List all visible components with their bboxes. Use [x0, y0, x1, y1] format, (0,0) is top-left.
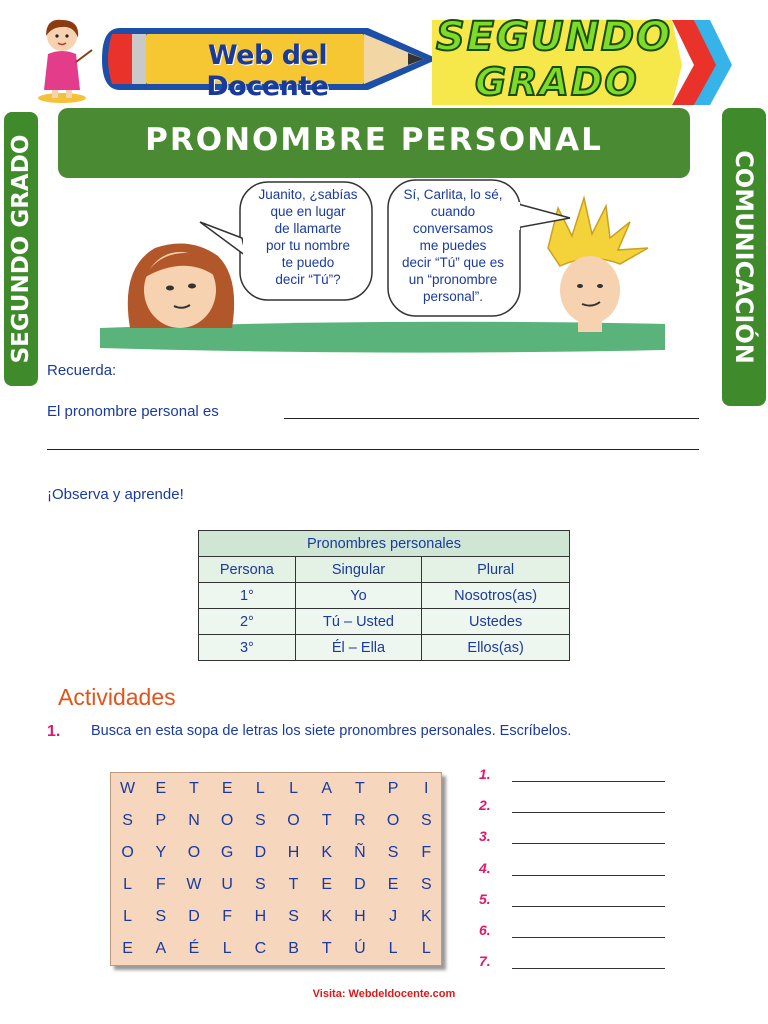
dialogue-illustration: [100, 178, 665, 358]
word-search-letter: T: [189, 780, 199, 797]
bubble-right-line: me puedes: [419, 238, 487, 253]
word-search-letter: P: [387, 780, 399, 797]
answer-row: [479, 766, 679, 788]
word-search-letter: S: [122, 812, 133, 829]
page-title: PRONOMBRE PERSONAL: [145, 122, 603, 158]
word-search-letter: E: [155, 780, 167, 797]
word-search-letter: E: [387, 876, 399, 893]
footer-visit: Visita: Webdeldocente.com: [312, 988, 456, 1000]
word-search-row: [111, 773, 443, 804]
word-search-letter: L: [123, 876, 133, 893]
answer-number: 6.: [479, 922, 491, 938]
word-search-letter: D: [188, 908, 200, 925]
word-search-letter: E: [321, 876, 333, 893]
answer-line[interactable]: [512, 781, 665, 782]
word-search-letter: Ñ: [354, 844, 366, 861]
word-search-row: [111, 837, 443, 868]
word-search-letter: L: [123, 908, 133, 925]
pronoun-table: [198, 530, 570, 661]
logo-text: Web del Docente: [206, 40, 329, 102]
word-search-letter: A: [321, 780, 333, 797]
word-search-letter: S: [420, 876, 432, 893]
word-search-letter: T: [321, 940, 332, 957]
word-search-letter: H: [254, 908, 267, 925]
word-search-letter: S: [155, 908, 167, 925]
bubble-right-line: cuando: [430, 204, 476, 219]
table-cell: Ustedes: [422, 609, 570, 635]
activity-number: 1.: [47, 723, 61, 740]
word-search-letter: T: [355, 780, 365, 797]
word-search-letter: C: [254, 940, 267, 957]
word-search-letter: W: [120, 780, 136, 797]
word-search-letter: W: [186, 876, 202, 893]
word-search-letter: K: [420, 908, 432, 925]
word-search-letter: A: [155, 940, 167, 957]
word-search-letter: L: [222, 940, 232, 957]
word-search-letter: L: [255, 780, 265, 797]
answer-row: [479, 953, 679, 975]
word-search-letter: L: [289, 780, 298, 797]
answer-row: [479, 860, 679, 882]
answer-row: [479, 797, 679, 819]
word-search-letter: T: [321, 812, 332, 829]
word-search-row: [111, 901, 443, 932]
activities-heading: Actividades: [58, 684, 176, 710]
table-cell: 3°: [199, 635, 296, 661]
bubble-left-line: decir “Tú”?: [275, 272, 341, 287]
word-search-letter: É: [188, 940, 200, 957]
word-search-letter: S: [288, 908, 299, 925]
word-search-letter: N: [188, 812, 200, 829]
bubble-left-line: de llamarte: [274, 221, 342, 236]
word-search-letter: K: [321, 908, 333, 925]
word-search-letter: H: [354, 908, 366, 925]
word-search-letter: J: [389, 908, 398, 925]
bubble-left-line: por tu nombre: [265, 238, 351, 253]
table-header: Plural: [422, 557, 570, 583]
word-search-letter: U: [221, 876, 233, 893]
observa-heading: ¡Observa y aprende!: [47, 486, 184, 503]
word-search-letter: F: [155, 876, 166, 893]
word-search-row: [111, 805, 443, 836]
bubble-right-line: decir “Tú” que es: [401, 255, 505, 270]
word-search-letter: I: [424, 780, 429, 797]
table-cell: Él – Ella: [295, 635, 421, 661]
word-search-letter: S: [255, 876, 266, 893]
answer-line[interactable]: [512, 968, 665, 969]
word-search-letter: F: [421, 844, 432, 861]
word-search-grid: [110, 772, 442, 966]
word-search-letter: Y: [155, 844, 167, 861]
side-label-subject: COMUNICACIÓN: [730, 150, 758, 364]
side-label-grade: SEGUNDO GRADO: [8, 134, 34, 364]
word-search-letter: B: [288, 940, 299, 957]
grade-title-line2: GRADO: [475, 60, 639, 104]
answer-row: [479, 828, 679, 850]
answer-line[interactable]: [512, 875, 665, 876]
activity-instruction: Busca en esta sopa de letras los siete pronombres personales. Escríbelos.: [91, 723, 572, 739]
answer-number: 7.: [479, 953, 491, 969]
answer-row: [479, 922, 679, 944]
word-search-letter: S: [387, 844, 399, 861]
table-cell: Ellos(as): [422, 635, 570, 661]
answer-number: 2.: [479, 797, 491, 813]
word-search-letter: G: [220, 844, 234, 861]
answer-row: [479, 891, 679, 913]
word-search-letter: S: [255, 812, 266, 829]
word-search-letter: O: [187, 844, 201, 861]
word-search-row: [111, 933, 443, 964]
word-search-letter: Ú: [354, 940, 366, 957]
speech-bubble-left: [243, 186, 373, 288]
bubble-left-line: Juanito, ¿sabías: [258, 187, 358, 202]
answer-line[interactable]: [512, 843, 665, 844]
word-search-letter: F: [222, 908, 233, 925]
answer-line[interactable]: [512, 906, 665, 907]
table-cell: Yo: [295, 583, 421, 609]
bubble-right-line: conversamos: [412, 221, 494, 236]
word-search-letter: L: [388, 940, 398, 957]
word-search-letter: D: [254, 844, 267, 861]
word-search-letter: T: [288, 876, 299, 893]
word-search-letter: L: [421, 940, 431, 957]
word-search-letter: K: [321, 844, 333, 861]
word-search-letter: S: [420, 812, 432, 829]
word-search-letter: O: [121, 844, 134, 861]
table-row: [199, 635, 570, 661]
table-row: [199, 609, 570, 635]
table-cell: 2°: [199, 609, 296, 635]
word-search-letter: O: [220, 812, 234, 829]
table-row: [199, 583, 570, 609]
answer-number: 1.: [479, 766, 491, 782]
table-header: Singular: [295, 557, 421, 583]
bubble-left-line: te puedo: [281, 255, 335, 270]
table-header: Persona: [199, 557, 296, 583]
recuerda-label: Recuerda:: [47, 362, 117, 379]
table-caption: Pronombres personales: [199, 531, 570, 557]
bubble-left-line: que en lugar: [270, 204, 346, 219]
speech-bubble-right: [392, 186, 514, 305]
teacher-mascot-illustration: [30, 14, 94, 104]
definition-prompt: El pronombre personal es: [47, 403, 219, 420]
word-search-letter: E: [221, 780, 233, 797]
bubble-right-line: personal”.: [422, 289, 484, 304]
word-search-letter: R: [354, 812, 366, 829]
answer-number: 3.: [479, 828, 491, 844]
grade-title-line1: SEGUNDO: [436, 14, 673, 60]
bubble-right-line: un “pronombre: [408, 272, 498, 287]
answer-line[interactable]: [512, 812, 665, 813]
definition-answer-line: [284, 418, 699, 419]
answer-number: 5.: [479, 891, 491, 907]
word-search-letter: D: [354, 876, 366, 893]
table-cell: Tú – Usted: [295, 609, 421, 635]
table-cell: 1°: [199, 583, 296, 609]
answer-number: 4.: [479, 860, 491, 876]
answer-line[interactable]: [512, 937, 665, 938]
word-search-letter: H: [287, 844, 300, 861]
word-search-letter: E: [122, 940, 133, 957]
word-search-letter: O: [386, 812, 400, 829]
word-search-letter: O: [287, 812, 300, 829]
word-search-row: [111, 869, 443, 900]
table-cell: Nosotros(as): [422, 583, 570, 609]
word-search-letter: P: [155, 812, 167, 829]
definition-answer-line-2: [47, 449, 699, 450]
bubble-right-line: Sí, Carlita, lo sé,: [403, 187, 503, 202]
